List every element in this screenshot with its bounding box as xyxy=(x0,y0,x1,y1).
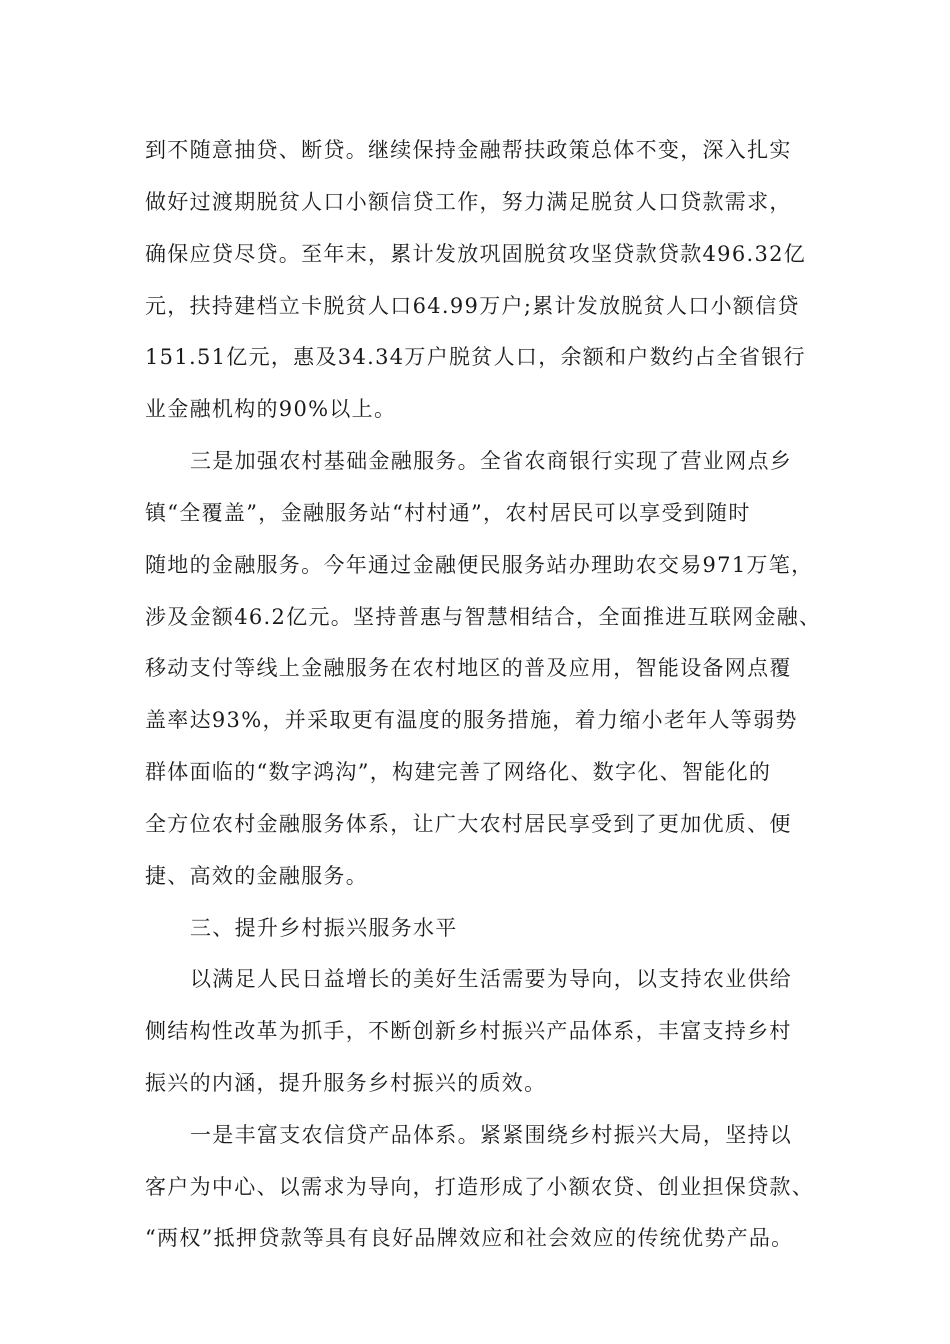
text-line: “两权”抵押贷款等具有良好品牌效应和社会效应的传统优势产品。 xyxy=(145,1226,794,1250)
text-line: 确保应贷尽贷。至年末，累计发放巩固脱贫攻坚贷款贷款496.32亿 xyxy=(145,242,807,266)
text-line: 客户为中心、以需求为导向，打造形成了小额农贷、创业担保贷款、 xyxy=(145,1175,814,1199)
text-line: 群体面临的“数字鸿沟”，构建完善了网络化、数字化、智能化的 xyxy=(145,760,772,784)
text-line: 涉及金额46.2亿元。坚持普惠与智慧相结合，全面推进互联网金融、 xyxy=(145,605,822,629)
text-line: 151.51亿元，惠及34.34万户脱贫人口，余额和户数约占全省银行 xyxy=(145,345,806,369)
paragraph-start-line: 三是加强农村基础金融服务。全省农商银行实现了营业网点乡 xyxy=(190,449,793,473)
text-line: 做好过渡期脱贫人口小额信贷工作，努力满足脱贫人口贷款需求， xyxy=(145,190,792,214)
text-line: 镇“全覆盖”，金融服务站“村村通”，农村居民可以享受到随时 xyxy=(145,501,751,525)
text-line: 侧结构性改革为抓手，不断创新乡村振兴产品体系，丰富支持乡村 xyxy=(145,1019,792,1043)
text-line: 随地的金融服务。今年通过金融便民服务站办理助农交易971万笔， xyxy=(145,553,814,577)
paragraph-start-line: 以满足人民日益增长的美好生活需要为导向，以支持农业供给 xyxy=(190,967,793,991)
text-line: 全方位农村金融服务体系，让广大农村居民享受到了更加优质、便 xyxy=(145,812,792,836)
text-line: 盖率达93%，并采取更有温度的服务措施，着力缩小老年人等弱势 xyxy=(145,708,798,732)
text-line: 振兴的内涵，提升服务乡村振兴的质效。 xyxy=(145,1071,547,1095)
paragraph-start-line: 一是丰富支农信贷产品体系。紧紧围绕乡村振兴大局，坚持以 xyxy=(190,1123,793,1147)
text-line: 业金融机构的90%以上。 xyxy=(145,397,397,421)
text-line: 到不随意抽贷、断贷。继续保持金融帮扶政策总体不变，深入扎实 xyxy=(145,138,792,162)
text-line: 移动支付等线上金融服务在农村地区的普及应用，智能设备网点覆 xyxy=(145,656,792,680)
text-line: 元，扶持建档立卡脱贫人口64.99万户;累计发放脱贫人口小额信贷 xyxy=(145,294,800,318)
text-line: 捷、高效的金融服务。 xyxy=(145,864,368,888)
section-heading: 三、提升乡村振兴服务水平 xyxy=(190,916,458,940)
